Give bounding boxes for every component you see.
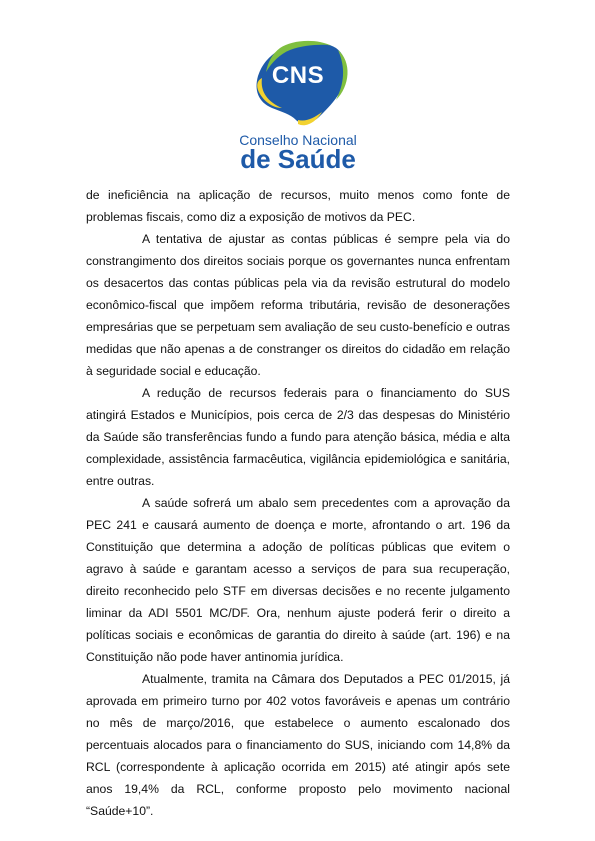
logo-acronym: CNS bbox=[271, 62, 325, 89]
paragraph: A tentativa de ajustar as contas públicas é sempre pela via do constrangimento dos direitos sociais porque os governantes nunca enfrentam os desacertos das contas públicas pela via da revisão estrutural do modelo econômico-fiscal que impõem reforma tributária, revisão de desonerações empresárias que se perpetuam sem avaliação de seu custo-benefício e outras medidas que não apenas a de constranger os direitos do cidadão em relação à seguridade social e educação. bbox=[86, 232, 510, 378]
document-body bbox=[86, 184, 510, 822]
paragraph: A redução de recursos federais para o financiamento do SUS atingirá Estados e Municípios, pois cerca de 2/3 das despesas do Ministério da Saúde são transferências fundo a fundo para atenção básica, média e alta complexidade, assistência farmacêutica, vigilância epidemiológica e sanitária, entre outras. bbox=[86, 386, 510, 488]
logo-name-line1: Conselho Nacional bbox=[239, 132, 357, 148]
logo-name-line2: de Saúde bbox=[240, 144, 356, 174]
cns-logo bbox=[236, 38, 360, 174]
page-header bbox=[0, 0, 595, 185]
paragraph: A saúde sofrerá um abalo sem precedentes com a aprovação da PEC 241 e causará aumento de doença e morte, afrontando o art. 196 da Constituição que determina a adoção de políticas públicas que evitem o agravo à saúde e garantam acesso a serviços de para sua recuperação, direito reconhecido pelo STF em diversas decisões e no recente julgamento liminar da ADI 5501 MC/DF. Ora, nenhum ajuste poderá ferir o direito a políticas sociais e econômicas de garantia do direito à saúde (art. 196) e na Constituição não pode haver antinomia jurídica. bbox=[86, 496, 510, 664]
paragraph-continuation: de ineficiência na aplicação de recursos, muito menos como fonte de problemas fiscais, como diz a exposição de motivos da PEC. bbox=[86, 188, 510, 224]
paragraph: Atualmente, tramita na Câmara dos Deputados a PEC 01/2015, já aprovada em primeiro turno por 402 votos favoráveis e apenas um contrário no mês de março/2016, que estabelece o aumento escalonado dos percentuais alocados para o financiamento do SUS, iniciando com 14,8% da RCL (correspondente à aplicação ocorrida em 2015) até atingir após sete anos 19,4% da RCL, conforme proposto pelo movimento nacional “Saúde+10”. bbox=[86, 672, 510, 818]
